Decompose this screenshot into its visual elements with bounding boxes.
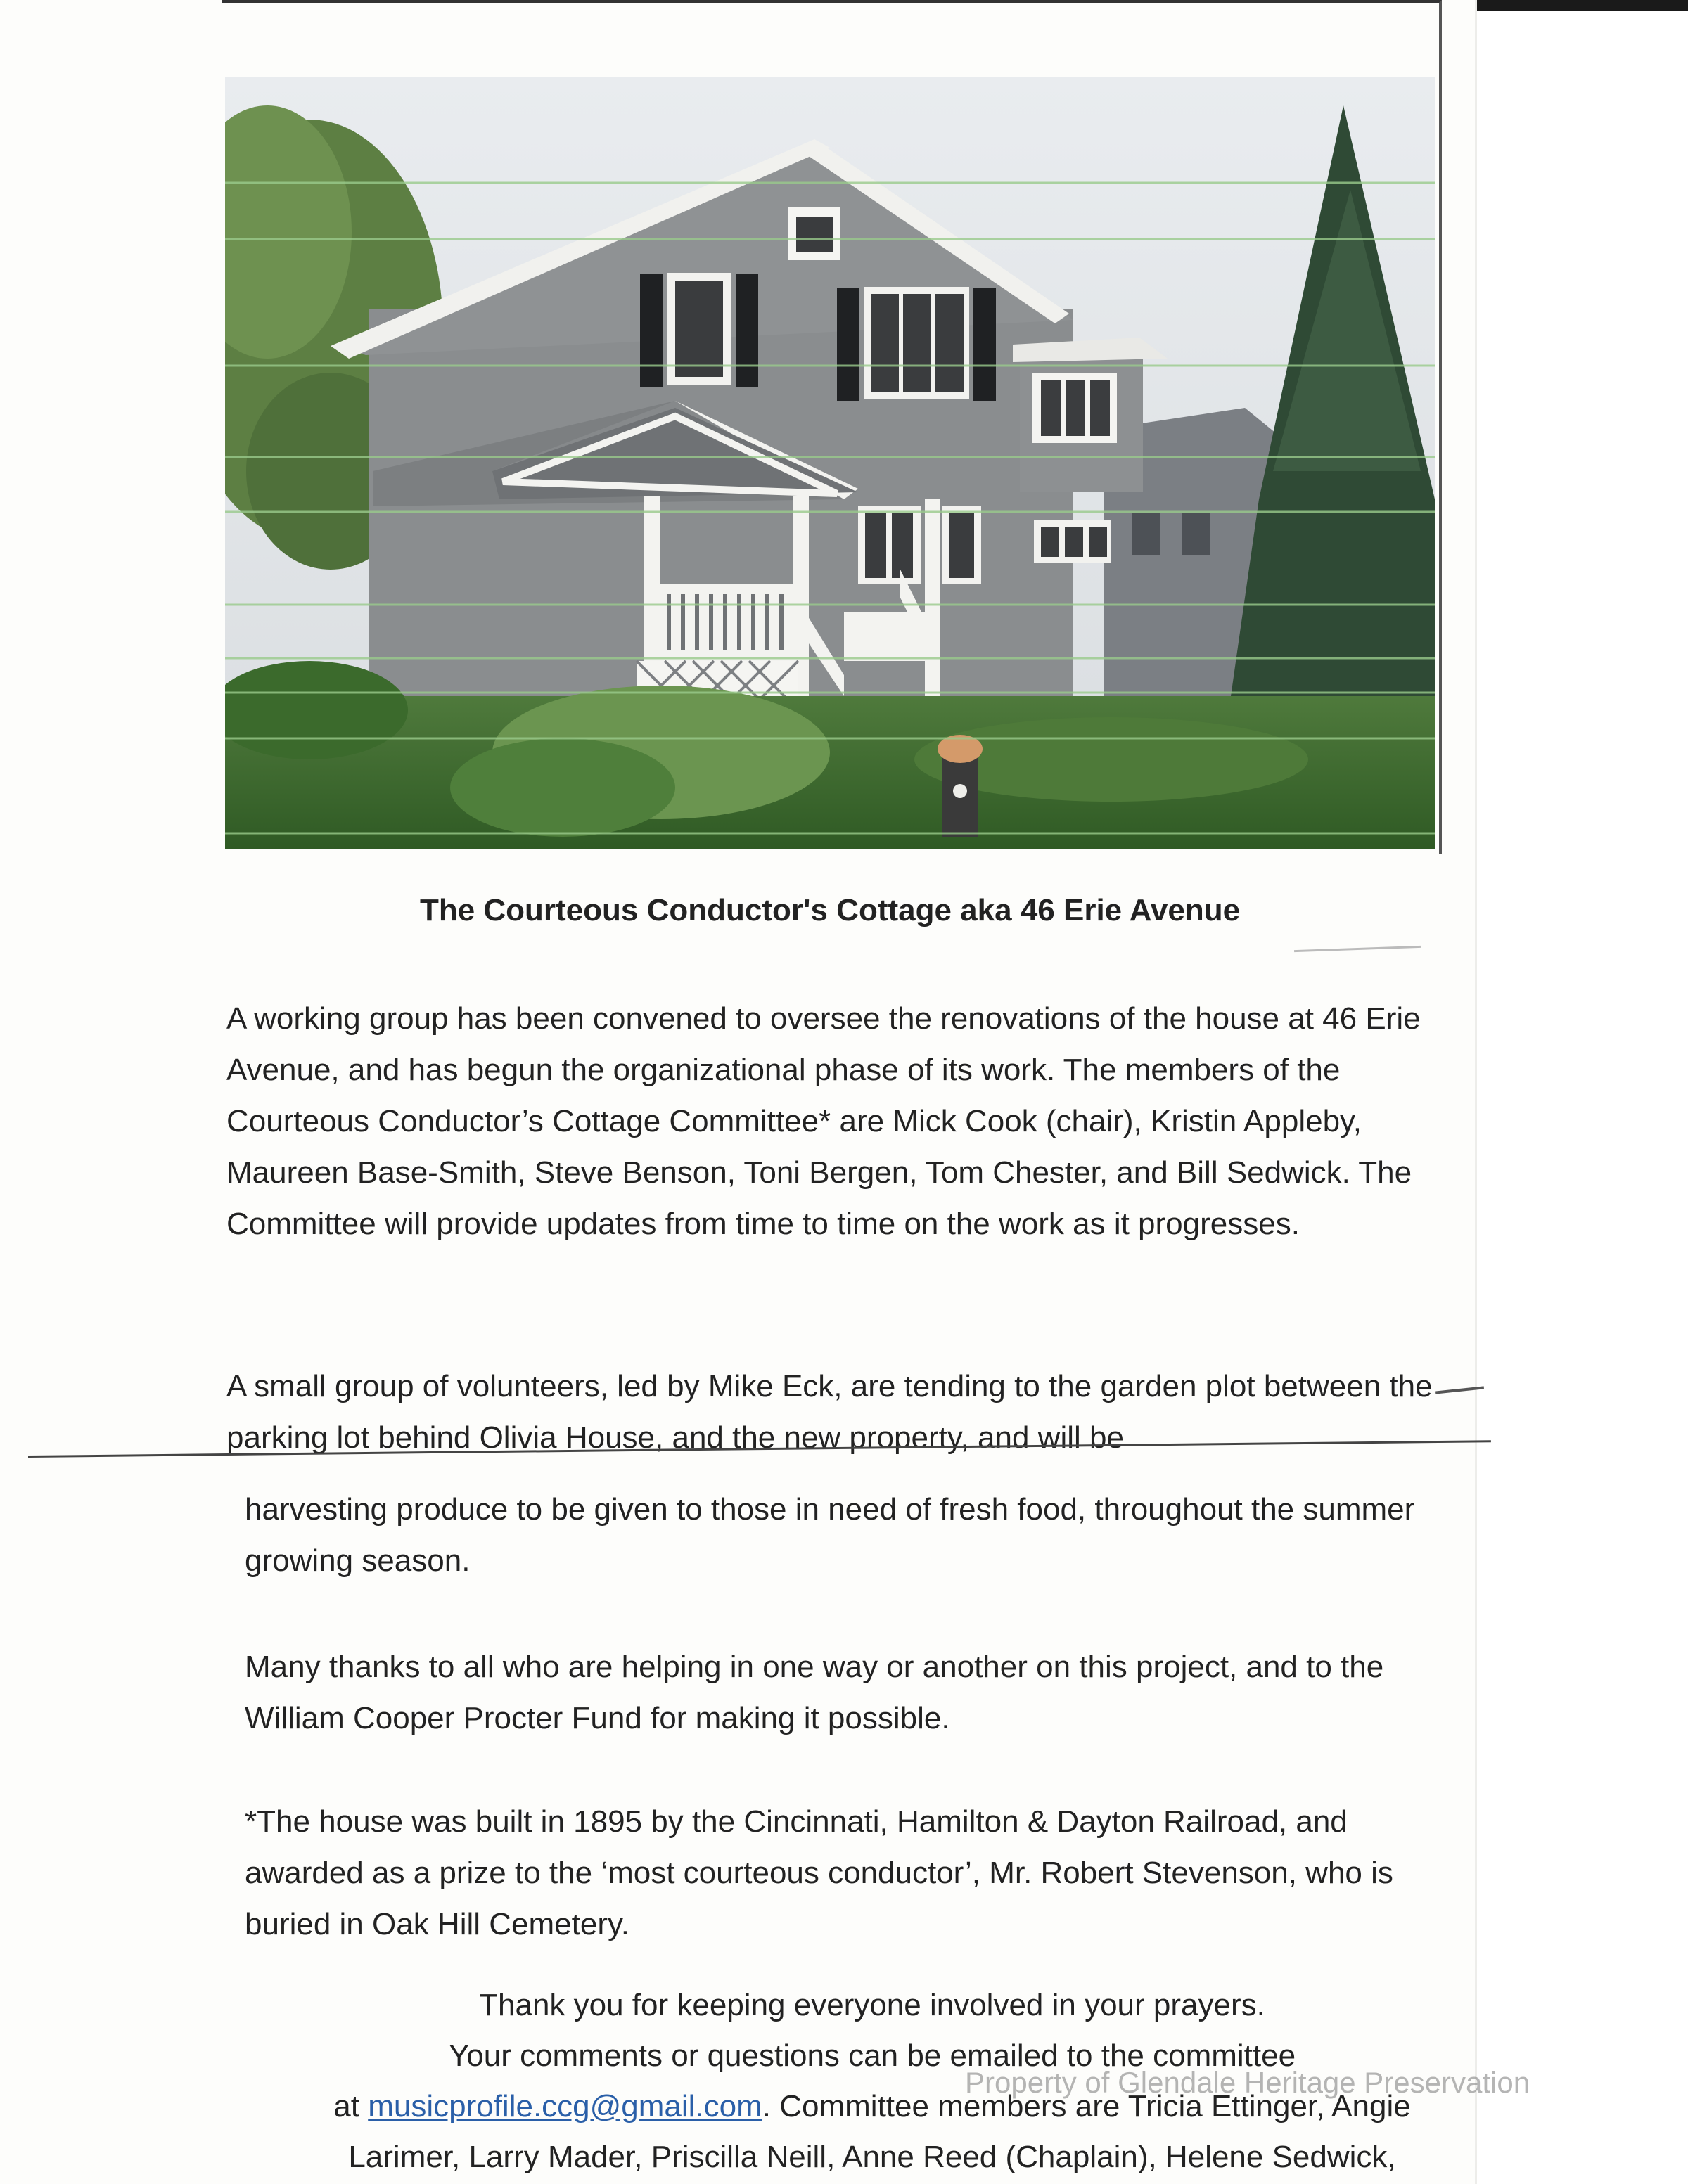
stray-pen-mark (1294, 946, 1421, 952)
closing-line-prayers: Thank you for keeping everyone involved in your prayers. (479, 1988, 1265, 2022)
closing-line-comments: Your comments or questions can be emailed to the committee (448, 2038, 1296, 2073)
closing-after-email: . Committee members are Tricia Ettinger, Angie (762, 2089, 1411, 2124)
scan-right-margin (1475, 0, 1688, 2184)
paragraph-thanks: Many thanks to all who are helping in one way or another on this project, and to the William Cooper Procter Fund for making it possible. (245, 1650, 1384, 1735)
closing-at: at (333, 2089, 359, 2124)
scan-top-bar (1477, 0, 1688, 11)
closing-line-members: Larimer, Larry Mader, Priscilla Neill, Anne Reed (Chaplain), Helene Sedwick, (348, 2140, 1396, 2174)
committee-email-link[interactable]: musicprofile.ccg@gmail.com (368, 2089, 762, 2124)
photo-caption: The Courteous Conductor's Cottage aka 46 Erie Avenue (419, 893, 1241, 927)
paragraph-footnote: *The house was built in 1895 by the Cincinnati, Hamilton & Dayton Railroad, and awarded as a prize to the ‘most courteous conductor’, Mr. Robert Stevenson, who is buried in Oak Hill Cemetery. (245, 1804, 1393, 1941)
paragraph-harvesting: harvesting produce to be given to those in need of fresh food, throughout the summer growing season. (245, 1492, 1415, 1578)
watermark: Property of Glendale Heritage Preservation (965, 2066, 1530, 2099)
paragraph-volunteers: A small group of volunteers, led by Mike Eck, are tending to the garden plot between the parking lot behind Olivia House, and the new property, and will be (226, 1369, 1433, 1455)
paragraph-working-group: A working group has been convened to oversee the renovations of the house at 46 Erie Avenue, and has begun the organizational phase of its work. The members of the Courteous Conductor’s Cottage Committee* are Mick Cook (chair), Kristin Appleby, Maureen Base-Smith, Steve Benson, Toni Bergen, Tom Chester, and Bill Sedwick. The Committee will provide updates from time to time on the work as it progresses. (226, 1001, 1421, 1241)
house-photo (225, 77, 1435, 849)
